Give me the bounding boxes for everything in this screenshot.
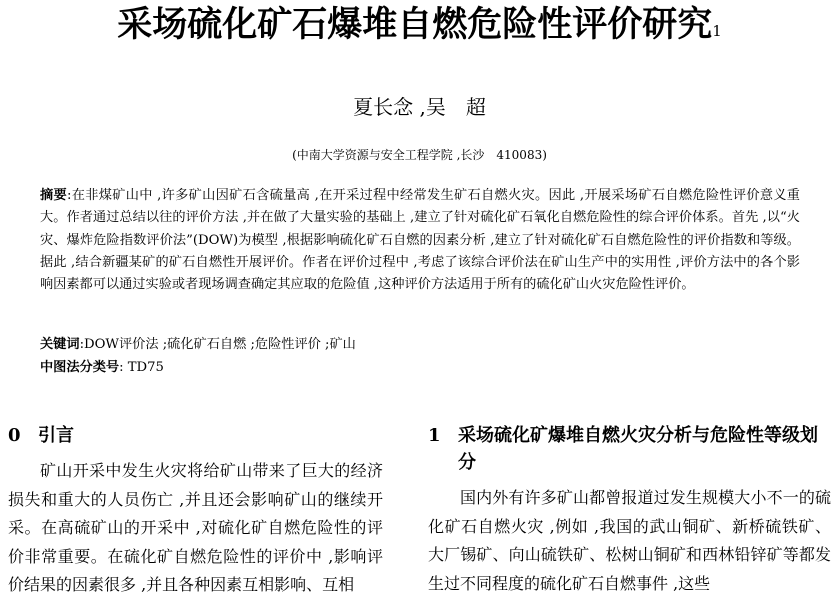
abstract-paragraph — [40, 185, 800, 296]
keywords-label: 关键词 — [40, 337, 80, 352]
section-number: 0 — [8, 425, 21, 446]
section-number: 1 — [428, 425, 441, 446]
classification-text: : TD75 — [119, 360, 164, 375]
keywords-text: :DOW评价法 ;硫化矿石自燃 ;危险性评价 ;矿山 — [79, 337, 356, 352]
author-list: 夏长念 ,吴 超 — [353, 95, 486, 119]
affiliation: (中南大学资源与安全工程学院 ,长沙 410083) — [292, 148, 547, 162]
abstract — [40, 185, 800, 296]
paper-title — [0, 2, 839, 48]
section-heading-analysis — [428, 422, 831, 476]
left-column — [8, 422, 383, 600]
right-column — [428, 422, 831, 598]
analysis-paragraph: 国内外有许多矿山都曾报道过发生规模大小不一的硫化矿石自燃火灾 ,例如 ,我国的武山铜矿、新桥硫铁矿、大厂锡矿、向山硫铁矿、松树山铜矿和西林铅锌矿等都发生过不同程度的硫化矿石自燃事件 ,这些 — [428, 488, 831, 593]
classification-label: 中图法分类号 — [40, 360, 120, 375]
title-footnote-mark: 1 — [712, 22, 722, 40]
classification-code — [40, 359, 164, 377]
section-title: 引言 — [38, 425, 74, 446]
abstract-label: 摘要 — [40, 188, 67, 203]
abstract-text: :在非煤矿山中 ,许多矿山因矿石含硫量高 ,在开采过程中经常发生矿石自燃火灾。因此 ,开展采场矿石自燃危险性评价意义重大。作者通过总结以往的评价方法 ,并在做了大量实验的基础上 ,建立了针对硫化矿石氧化自燃危险性的综合评价体系。首先 ,以“火灾、爆炸危险指数评价法”(DOW)为模型 ,根据影响硫化矿石自燃的因素分析 ,建立了针对硫化矿石自燃危险性的评价指数和等级。据此 ,结合新疆某矿的矿石自燃性开展评价。作者在评价过程中 ,考虑了该综合评价法在矿山生产中的实用性 ,评价方法中的各个影响因素都可以通过实验或者现场调查确定其应取的危险值 ,这种评价方法适用于所有的硫化矿山火灾危险性评价。 — [40, 188, 800, 293]
section-title: 采场硫化矿爆堆自燃火灾分析与危险性等级划分 — [458, 425, 818, 473]
keywords — [40, 336, 356, 354]
paper-title-text: 采场硫化矿石爆堆自燃危险性评价研究 — [117, 4, 713, 45]
intro-paragraph: 矿山开采中发生火灾将给矿山带来了巨大的经济损失和重大的人员伤亡 ,并且还会影响矿山的继续开采。在高硫矿山的开采中 ,对硫化矿自燃危险性的评价非常重要。在硫化矿自燃危险性的评价中 ,影响评价结果的因素很多 ,并且各种因素互相影响、互相 — [8, 461, 383, 594]
section-heading-intro — [8, 422, 383, 449]
